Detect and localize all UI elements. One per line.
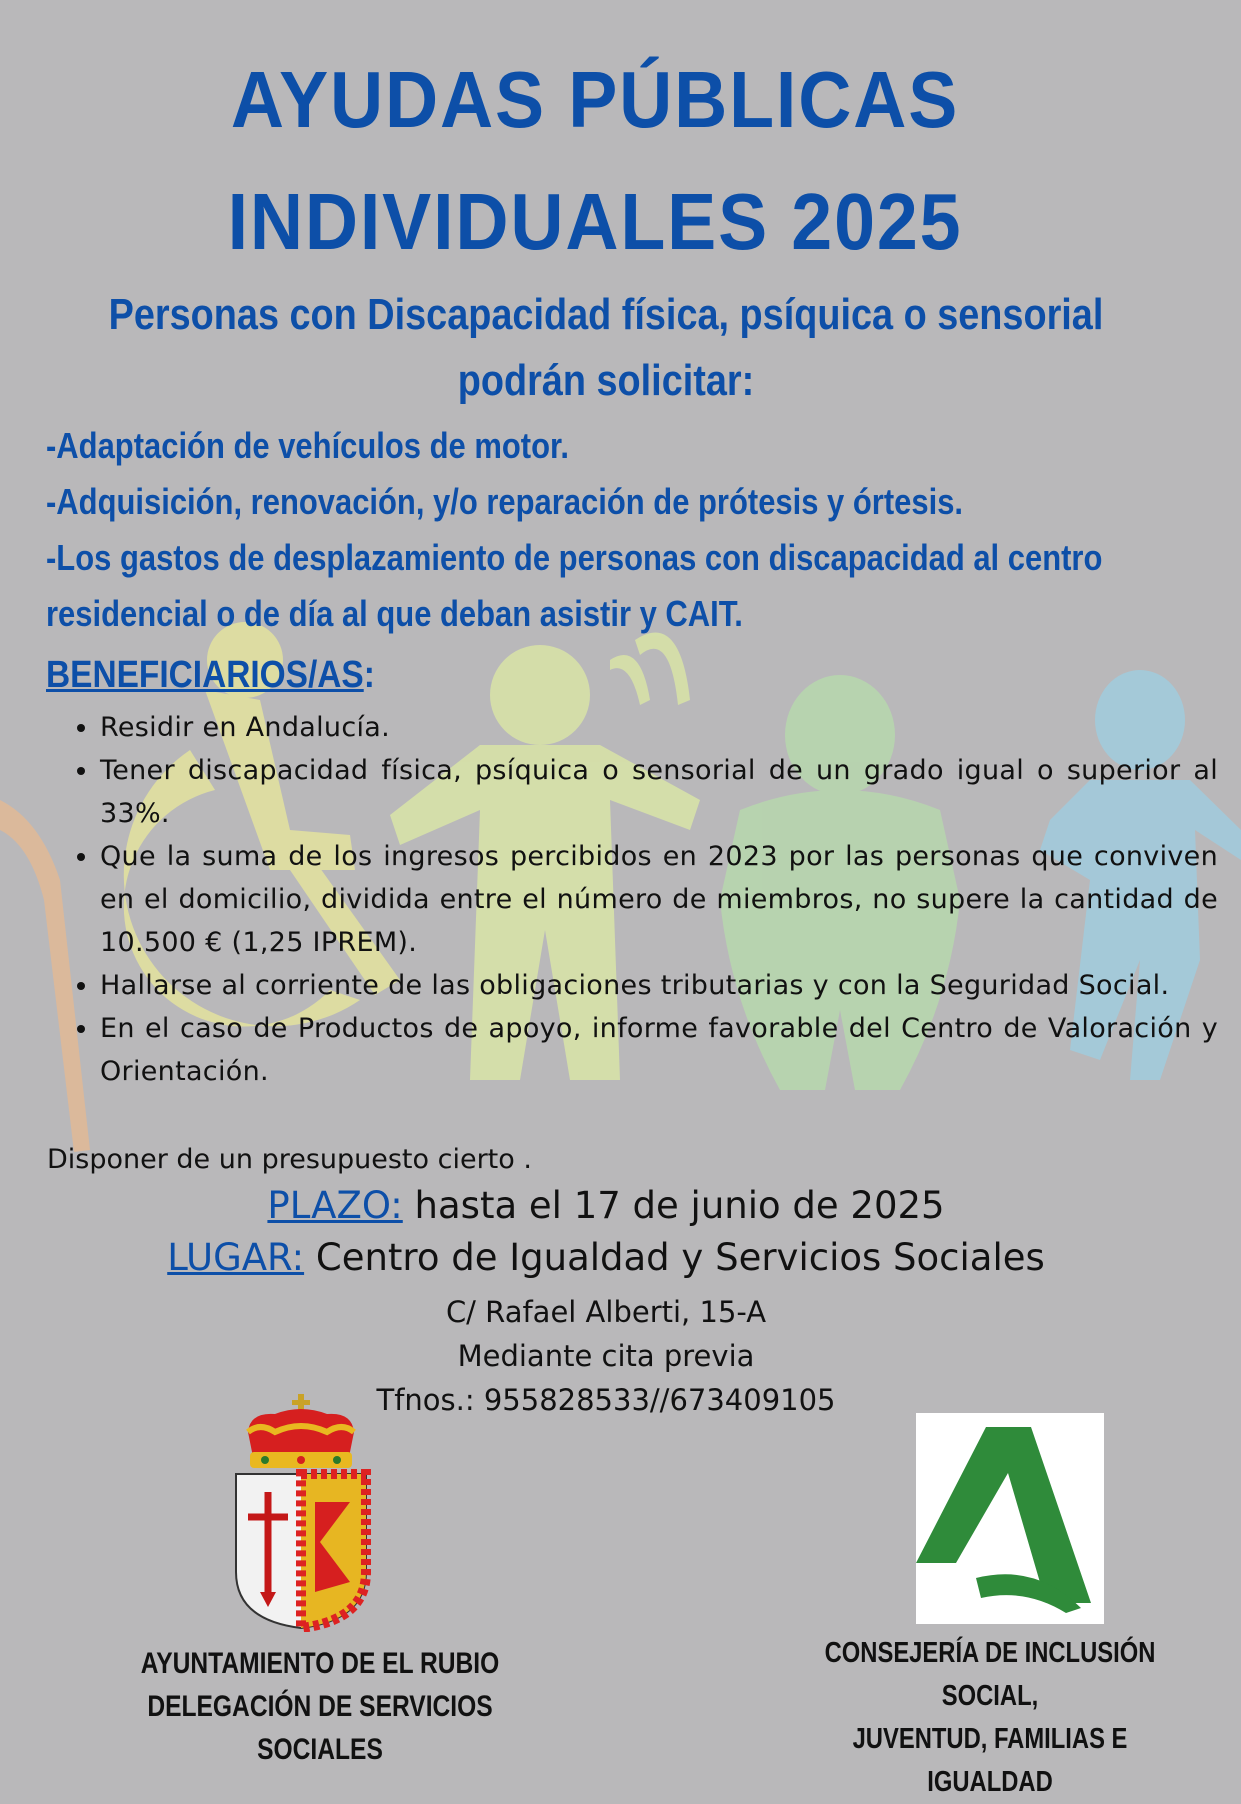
ministry-line1: CONSEJERÍA DE INCLUSIÓN SOCIAL,	[824, 1637, 1156, 1712]
city-council-line2: DELEGACIÓN DE SERVICIOS SOCIALES	[147, 1690, 493, 1766]
aid-item: -Los gastos de desplazamiento de personas con discapacidad al centro	[46, 537, 1103, 578]
deadline	[0, 1184, 1212, 1227]
deadline-label: PLAZO:	[267, 1184, 403, 1227]
requirement-item: • En el caso de Productos de apoyo, informe favorable del Centro de Valoración y Orientación.	[100, 1007, 1218, 1093]
address-street: C/ Rafael Alberti, 15-A	[445, 1295, 767, 1329]
beneficiarios-heading-text: BENEFICIARIOS/AS	[46, 654, 364, 696]
extra-requirement: Disponer de un presupuesto cierto .	[47, 1144, 532, 1175]
el-rubio-coat-of-arms-icon	[230, 1392, 372, 1632]
location-label: LUGAR:	[167, 1236, 305, 1279]
ministry-line2: JUVENTUD, FAMILIAS E IGUALDAD	[852, 1723, 1128, 1798]
requirement-item: • Hallarse al corriente de las obligaciones tributarias y con la Seguridad Social.	[100, 964, 1218, 1007]
beneficiarios-heading	[46, 654, 375, 697]
page-title-line1: AYUDAS PÚBLICAS	[230, 55, 960, 144]
subtitle-line1: Personas con Discapacidad física, psíquica o sensorial	[108, 290, 1104, 339]
requirement-item: • Tener discapacidad física, psíquica o sensorial de un grado igual o superior al 33%.	[100, 749, 1218, 835]
contact-block	[0, 1290, 1212, 1422]
address-appointment: Mediante cita previa	[457, 1339, 755, 1373]
city-council-caption	[60, 1642, 580, 1771]
junta-andalucia-logo-icon	[916, 1413, 1104, 1624]
aid-item: -Adaptación de vehículos de motor.	[46, 425, 569, 466]
location	[0, 1236, 1212, 1279]
aid-items-list	[46, 418, 1171, 642]
city-council-line1: AYUNTAMIENTO DE EL RUBIO	[140, 1647, 500, 1680]
requirement-item: • Que la suma de los ingresos percibidos en 2023 por las personas que conviven en el domicilio, dividida entre el número de miembros, no supere la cantidad de 10.500 € (1,25 IPREM).	[100, 835, 1218, 964]
location-value: Centro de Igualdad y Servicios Sociales	[315, 1236, 1045, 1279]
aid-item: residencial o de día al que deban asistir y CAIT.	[46, 593, 743, 634]
subtitle-line2: podrán solicitar:	[457, 356, 755, 405]
requirements-list	[50, 706, 1218, 1093]
page-title-line2: INDIVIDUALES 2025	[227, 177, 963, 266]
beneficiarios-heading-colon: :	[363, 654, 375, 696]
deadline-value: hasta el 17 de junio de 2025	[414, 1184, 945, 1227]
subtitle	[0, 282, 1212, 414]
aid-item: -Adquisición, renovación, y/o reparación de prótesis y órtesis.	[46, 481, 964, 522]
ministry-caption	[760, 1632, 1220, 1804]
requirement-item: • Residir en Andalucía.	[100, 706, 1218, 749]
address-phones: Tfnos.: 955828533//673409105	[376, 1383, 836, 1417]
